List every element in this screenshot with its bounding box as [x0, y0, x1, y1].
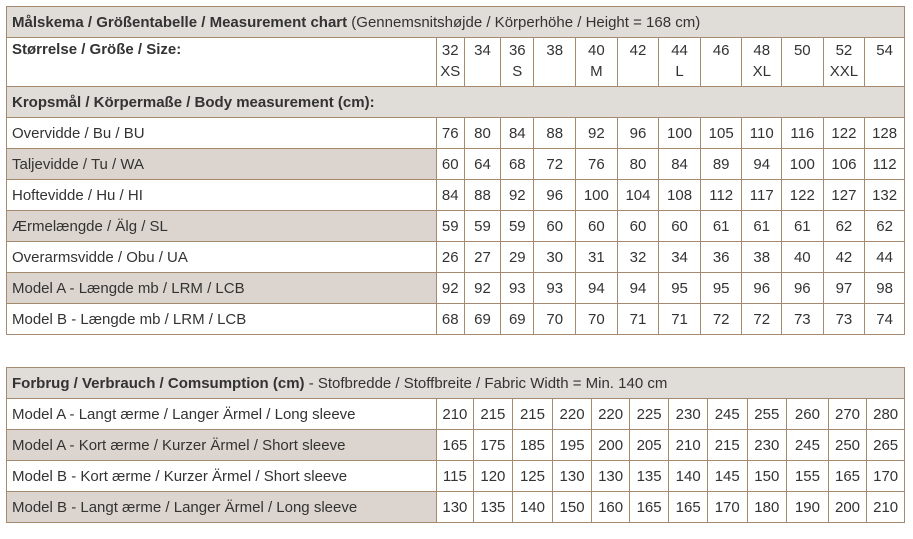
- table-row: [7, 273, 905, 304]
- value-cell: 165: [669, 492, 708, 523]
- size-number: 48: [753, 42, 771, 59]
- value-cell: 135: [473, 492, 513, 523]
- size-cell: [436, 38, 464, 87]
- value-cell: 170: [867, 461, 905, 492]
- value-cell: 120: [473, 461, 513, 492]
- table-row: [7, 118, 905, 149]
- value-cell: 72: [700, 304, 742, 335]
- value-cell: 60: [617, 211, 659, 242]
- row-label: Taljevidde / Tu / WA: [7, 149, 437, 180]
- row-label: Model A - Langt ærme / Langer Ärmel / Long sleeve: [7, 399, 437, 430]
- value-cell: 220: [592, 399, 629, 430]
- value-cell: 62: [823, 211, 865, 242]
- value-cell: 69: [501, 304, 534, 335]
- value-cell: 100: [659, 118, 701, 149]
- value-cell: 60: [576, 211, 618, 242]
- table-row: [7, 242, 905, 273]
- row-label: Model B - Længde mb / LRM / LCB: [7, 304, 437, 335]
- fabric-title-row: [7, 368, 905, 399]
- table-row: [7, 211, 905, 242]
- value-cell: 127: [823, 180, 865, 211]
- size-letter: M: [590, 63, 603, 80]
- value-cell: 165: [629, 492, 669, 523]
- value-cell: 200: [592, 430, 629, 461]
- body-measurement-label: Kropsmål / Körpermaße / Body measurement (cm):: [7, 87, 905, 118]
- chart-title: Målskema / Größentabelle / Measurement chart (Gennemsnitshøjde / Körperhöhe / Height = 168 cm): [7, 7, 905, 38]
- value-cell: 122: [823, 118, 865, 149]
- value-cell: 270: [828, 399, 867, 430]
- size-cell: [464, 38, 500, 87]
- size-number: 32: [441, 42, 459, 59]
- value-cell: 220: [552, 399, 592, 430]
- value-cell: 96: [782, 273, 824, 304]
- value-cell: 110: [742, 118, 782, 149]
- size-number: 42: [629, 42, 647, 59]
- value-cell: 245: [707, 399, 747, 430]
- value-cell: 96: [534, 180, 576, 211]
- value-cell: 31: [576, 242, 618, 273]
- measurement-chart-table: [6, 6, 905, 335]
- value-cell: 265: [867, 430, 905, 461]
- value-cell: 32: [617, 242, 659, 273]
- value-cell: 88: [534, 118, 576, 149]
- value-cell: 130: [437, 492, 473, 523]
- value-cell: 132: [865, 180, 905, 211]
- value-cell: 115: [437, 461, 473, 492]
- value-cell: 95: [700, 273, 742, 304]
- value-cell: 160: [592, 492, 629, 523]
- size-cell: [617, 38, 659, 87]
- size-number: 44: [671, 42, 688, 59]
- table-row: [7, 430, 905, 461]
- size-number: 40: [588, 42, 605, 59]
- value-cell: 64: [464, 149, 500, 180]
- size-cell: [742, 38, 782, 87]
- value-cell: 195: [552, 430, 592, 461]
- value-cell: 40: [782, 242, 824, 273]
- size-cell: [576, 38, 618, 87]
- value-cell: 105: [700, 118, 742, 149]
- size-letter: L: [675, 63, 684, 80]
- value-cell: 116: [782, 118, 824, 149]
- value-cell: 100: [782, 149, 824, 180]
- value-cell: 165: [437, 430, 473, 461]
- value-cell: 210: [669, 430, 708, 461]
- value-cell: 60: [436, 149, 464, 180]
- value-cell: 150: [552, 492, 592, 523]
- value-cell: 112: [865, 149, 905, 180]
- value-cell: 36: [700, 242, 742, 273]
- value-cell: 68: [501, 149, 534, 180]
- value-cell: 100: [576, 180, 618, 211]
- value-cell: 76: [436, 118, 464, 149]
- value-cell: 96: [617, 118, 659, 149]
- value-cell: 245: [787, 430, 829, 461]
- value-cell: 61: [700, 211, 742, 242]
- value-cell: 210: [867, 492, 905, 523]
- value-cell: 92: [576, 118, 618, 149]
- value-cell: 73: [782, 304, 824, 335]
- value-cell: 97: [823, 273, 865, 304]
- value-cell: 215: [513, 399, 553, 430]
- value-cell: 230: [669, 399, 708, 430]
- table-row: [7, 180, 905, 211]
- size-number: 36: [508, 42, 526, 59]
- value-cell: 250: [828, 430, 867, 461]
- value-cell: 117: [742, 180, 782, 211]
- value-cell: 95: [659, 273, 701, 304]
- value-cell: 29: [501, 242, 534, 273]
- value-cell: 180: [747, 492, 787, 523]
- size-number: 50: [793, 42, 811, 59]
- size-letter: XS: [440, 63, 461, 80]
- size-cell: [659, 38, 701, 87]
- value-cell: 98: [865, 273, 905, 304]
- value-cell: 128: [865, 118, 905, 149]
- fabric-title: Forbrug / Verbrauch / Comsumption (cm) - Stofbredde / Stoffbreite / Fabric Width = Min. 140 cm: [7, 368, 905, 399]
- value-cell: 30: [534, 242, 576, 273]
- value-cell: 72: [534, 149, 576, 180]
- section-header-row: [7, 87, 905, 118]
- value-cell: 112: [700, 180, 742, 211]
- value-cell: 84: [659, 149, 701, 180]
- value-cell: 61: [742, 211, 782, 242]
- value-cell: 60: [534, 211, 576, 242]
- value-cell: 106: [823, 149, 865, 180]
- value-cell: 150: [747, 461, 787, 492]
- value-cell: 200: [828, 492, 867, 523]
- value-cell: 76: [576, 149, 618, 180]
- row-label: Overvidde / Bu / BU: [7, 118, 437, 149]
- size-number: 46: [712, 42, 730, 59]
- fabric-consumption-table: [6, 367, 905, 523]
- value-cell: 92: [501, 180, 534, 211]
- size-cell: [534, 38, 576, 87]
- value-cell: 59: [501, 211, 534, 242]
- value-cell: 42: [823, 242, 865, 273]
- size-label: Størrelse / Größe / Size:: [7, 38, 437, 87]
- size-cell: [501, 38, 534, 87]
- chart-title-row: [7, 7, 905, 38]
- value-cell: 280: [867, 399, 905, 430]
- value-cell: 89: [700, 149, 742, 180]
- size-number: 34: [474, 42, 491, 59]
- table-row: [7, 149, 905, 180]
- size-number: 54: [876, 42, 893, 59]
- value-cell: 38: [742, 242, 782, 273]
- value-cell: 96: [742, 273, 782, 304]
- value-cell: 255: [747, 399, 787, 430]
- row-label: Hoftevidde / Hu / HI: [7, 180, 437, 211]
- value-cell: 71: [659, 304, 701, 335]
- value-cell: 59: [464, 211, 500, 242]
- value-cell: 62: [865, 211, 905, 242]
- value-cell: 135: [629, 461, 669, 492]
- value-cell: 94: [742, 149, 782, 180]
- value-cell: 260: [787, 399, 829, 430]
- row-label: Model A - Længde mb / LRM / LCB: [7, 273, 437, 304]
- value-cell: 80: [464, 118, 500, 149]
- value-cell: 72: [742, 304, 782, 335]
- value-cell: 71: [617, 304, 659, 335]
- size-header-row: [7, 38, 905, 87]
- value-cell: 165: [828, 461, 867, 492]
- row-label: Model B - Kort ærme / Kurzer Ärmel / Short sleeve: [7, 461, 437, 492]
- value-cell: 155: [787, 461, 829, 492]
- value-cell: 92: [464, 273, 500, 304]
- value-cell: 175: [473, 430, 513, 461]
- size-cell: [823, 38, 865, 87]
- value-cell: 215: [707, 430, 747, 461]
- value-cell: 68: [436, 304, 464, 335]
- size-letter: XXL: [829, 63, 859, 80]
- value-cell: 93: [501, 273, 534, 304]
- value-cell: 93: [534, 273, 576, 304]
- value-cell: 170: [707, 492, 747, 523]
- size-letter: S: [512, 63, 523, 80]
- table-row: [7, 304, 905, 335]
- value-cell: 108: [659, 180, 701, 211]
- size-cell: [865, 38, 905, 87]
- row-label: Overarmsvidde / Obu / UA: [7, 242, 437, 273]
- value-cell: 59: [436, 211, 464, 242]
- value-cell: 27: [464, 242, 500, 273]
- size-cell: [782, 38, 824, 87]
- value-cell: 94: [576, 273, 618, 304]
- table-row: [7, 492, 905, 523]
- value-cell: 73: [823, 304, 865, 335]
- value-cell: 130: [552, 461, 592, 492]
- size-number: 52: [835, 42, 853, 59]
- value-cell: 92: [436, 273, 464, 304]
- value-cell: 84: [501, 118, 534, 149]
- table-row: [7, 461, 905, 492]
- value-cell: 140: [669, 461, 708, 492]
- row-label: Model B - Langt ærme / Langer Ärmel / Long sleeve: [7, 492, 437, 523]
- value-cell: 185: [513, 430, 553, 461]
- value-cell: 125: [513, 461, 553, 492]
- value-cell: 190: [787, 492, 829, 523]
- value-cell: 225: [629, 399, 669, 430]
- value-cell: 26: [436, 242, 464, 273]
- value-cell: 215: [473, 399, 513, 430]
- value-cell: 104: [617, 180, 659, 211]
- value-cell: 145: [707, 461, 747, 492]
- value-cell: 60: [659, 211, 701, 242]
- value-cell: 205: [629, 430, 669, 461]
- value-cell: 84: [436, 180, 464, 211]
- row-label: Ærmelængde / Älg / SL: [7, 211, 437, 242]
- value-cell: 34: [659, 242, 701, 273]
- value-cell: 210: [437, 399, 473, 430]
- row-label: Model A - Kort ærme / Kurzer Ärmel / Short sleeve: [7, 430, 437, 461]
- size-letter: XL: [752, 63, 771, 80]
- value-cell: 74: [865, 304, 905, 335]
- value-cell: 130: [592, 461, 629, 492]
- value-cell: 80: [617, 149, 659, 180]
- value-cell: 122: [782, 180, 824, 211]
- value-cell: 61: [782, 211, 824, 242]
- value-cell: 230: [747, 430, 787, 461]
- size-cell: [700, 38, 742, 87]
- value-cell: 140: [513, 492, 553, 523]
- table-row: [7, 399, 905, 430]
- value-cell: 88: [464, 180, 500, 211]
- value-cell: 69: [464, 304, 500, 335]
- value-cell: 70: [534, 304, 576, 335]
- value-cell: 44: [865, 242, 905, 273]
- value-cell: 70: [576, 304, 618, 335]
- size-number: 38: [546, 42, 564, 59]
- value-cell: 94: [617, 273, 659, 304]
